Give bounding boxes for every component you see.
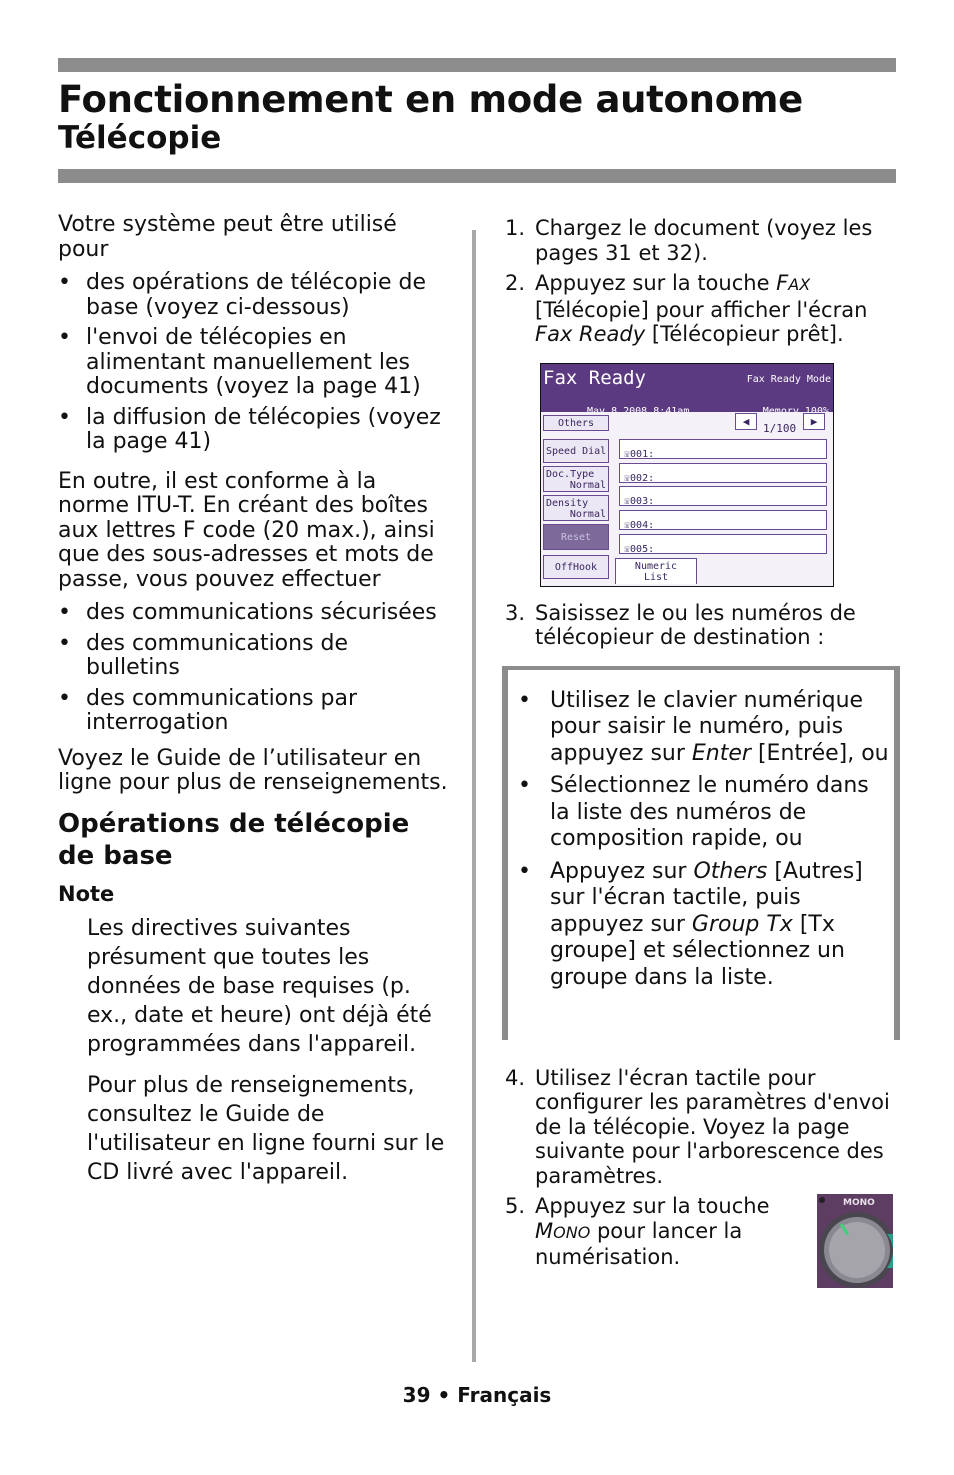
page-title: Fonctionnement en mode autonome	[58, 78, 803, 121]
density-button: Density Normal	[543, 495, 609, 521]
section-title: Opérations de télécopie de base	[58, 808, 410, 871]
list-item: • l'envoi de télécopies en alimentant manuellement les documents (voyez la page 41)	[58, 326, 448, 400]
fax-ready-screen-image	[540, 363, 834, 587]
header-top-bar	[58, 58, 896, 72]
mono-button-image	[817, 1194, 893, 1288]
step-text: pour lancer la numérisation.	[535, 1218, 743, 1269]
others-button: Others	[543, 415, 609, 431]
next-page-icon: ▶	[803, 413, 825, 430]
step-text: Appuyez sur la touche	[535, 1194, 770, 1218]
options-box	[502, 666, 900, 1040]
list-item: • des communications sécurisées	[58, 601, 448, 626]
step-text: Appuyez sur la touche	[535, 271, 777, 295]
note-label: Note	[58, 881, 115, 906]
header-bottom-bar	[58, 169, 896, 183]
list-item: • des communications de bulletins	[58, 632, 448, 681]
fax-key-label-rest: AX	[788, 275, 811, 294]
phone-icon: ☏	[624, 519, 631, 531]
screen-name: Fax Ready	[535, 322, 646, 346]
list-item: • Utilisez le clavier numérique pour saisir le numéro, puis appuyez sur Enter [Entrée], ou	[518, 688, 894, 768]
fax-screen-mode: Fax Ready Mode	[746, 373, 831, 385]
column-divider	[472, 230, 476, 1362]
communications-list	[58, 601, 448, 736]
steps-list	[505, 216, 897, 347]
step-2	[505, 271, 897, 347]
page-number: 39	[402, 1383, 431, 1407]
step-number: 5.	[505, 1194, 526, 1218]
fax-screen-panel	[541, 412, 833, 586]
note-paragraph-1: Les directives suivantes présument que toutes les données de base requises (p. ex., date et heure) ont déjà été programmées dans l'appareil.	[87, 916, 432, 1057]
step-5	[505, 1194, 897, 1290]
speed-dial-entry: ☏005:	[619, 534, 827, 554]
reset-button: Reset	[543, 524, 609, 550]
numeric-list-tab: Numeric List	[615, 558, 697, 584]
step-number: 4.	[505, 1065, 526, 1090]
offhook-button: OffHook	[543, 555, 609, 579]
list-item: • Sélectionnez le numéro dans la liste des numéros de composition rapide, ou	[518, 773, 894, 853]
fax-key-label: F	[776, 271, 789, 295]
step-number: 3.	[505, 600, 526, 625]
mono-key-label-rest: ONO	[553, 1222, 591, 1242]
speed-dial-entry: ☏002:	[619, 463, 827, 483]
features-list	[58, 271, 448, 455]
compliance-paragraph: En outre, il est conforme à la norme ITU-T. En créant des boîtes aux lettres F code (20 max.), ainsi que des sous-adresses et mots de passe, vous pouvez effectuer	[58, 468, 435, 592]
step-text: Saisissez le ou les numéros de télécopieur de destination :	[535, 600, 856, 649]
fax-screen-title: Fax Ready	[543, 366, 646, 389]
phone-icon: ☏	[624, 448, 631, 460]
steps-list-cont	[505, 601, 897, 650]
phone-icon: ☏	[624, 472, 631, 484]
speed-dial-entry: ☏003:	[619, 486, 827, 506]
step-text: [Télécopie] pour afficher l'écran	[535, 297, 868, 322]
note-paragraph-2: Pour plus de renseignements, consultez le Guide de l'utilisateur en ligne fourni sur le CD livré avec l'appareil.	[87, 1073, 445, 1185]
guide-paragraph: Voyez le Guide de l’utilisateur en ligne pour plus de renseignements.	[58, 745, 448, 795]
prev-page-icon: ◀	[735, 413, 757, 430]
page-footer	[0, 1383, 954, 1407]
step-number: 1.	[505, 216, 526, 240]
step-4	[505, 1066, 897, 1189]
footer-language: Français	[457, 1383, 552, 1407]
intro-paragraph: Votre système peut être utilisé pour	[58, 212, 397, 262]
speed-dial-entry: ☏001:	[619, 439, 827, 459]
mono-button-icon	[817, 1194, 893, 1288]
footer-separator: •	[437, 1383, 451, 1407]
page-subtitle: Télécopie	[58, 120, 222, 156]
list-item: • Appuyez sur Others [Autres] sur l'écran tactile, puis appuyez sur Group Tx [Tx groupe] et sélectionnez un groupe dans la liste.	[518, 859, 894, 992]
right-column	[505, 216, 897, 1290]
steps-list-end	[505, 1066, 897, 1291]
speed-dial-button: Speed Dial	[543, 439, 609, 463]
options-list	[518, 688, 894, 992]
doc-type-button: Doc.Type Normal	[543, 466, 609, 492]
list-item: • des communications par interrogation	[58, 687, 448, 736]
list-item: • la diffusion de télécopies (voyez la page 41)	[58, 406, 448, 455]
step-1	[505, 216, 897, 265]
step-text: Utilisez l'écran tactile pour configurer les paramètres d'envoi de la télécopie. Voyez la page suivante pour l'arborescence des paramètres.	[535, 1065, 890, 1188]
list-item: • des opérations de télécopie de base (voyez ci-dessous)	[58, 271, 448, 320]
mono-key-label: M	[535, 1218, 554, 1243]
step-3	[505, 601, 897, 650]
phone-icon: ☏	[624, 543, 631, 555]
left-column	[58, 213, 448, 1187]
speed-dial-entry: ☏004:	[619, 510, 827, 530]
step-text: Chargez le document (voyez les pages 31 et 32).	[535, 216, 873, 265]
step-number: 2.	[505, 271, 526, 295]
mono-image-label: MONO	[843, 1198, 875, 1208]
phone-icon: ☏	[624, 495, 631, 507]
step-text: [Télécopieur prêt].	[645, 322, 844, 346]
page-indicator: 1/100	[763, 421, 797, 435]
